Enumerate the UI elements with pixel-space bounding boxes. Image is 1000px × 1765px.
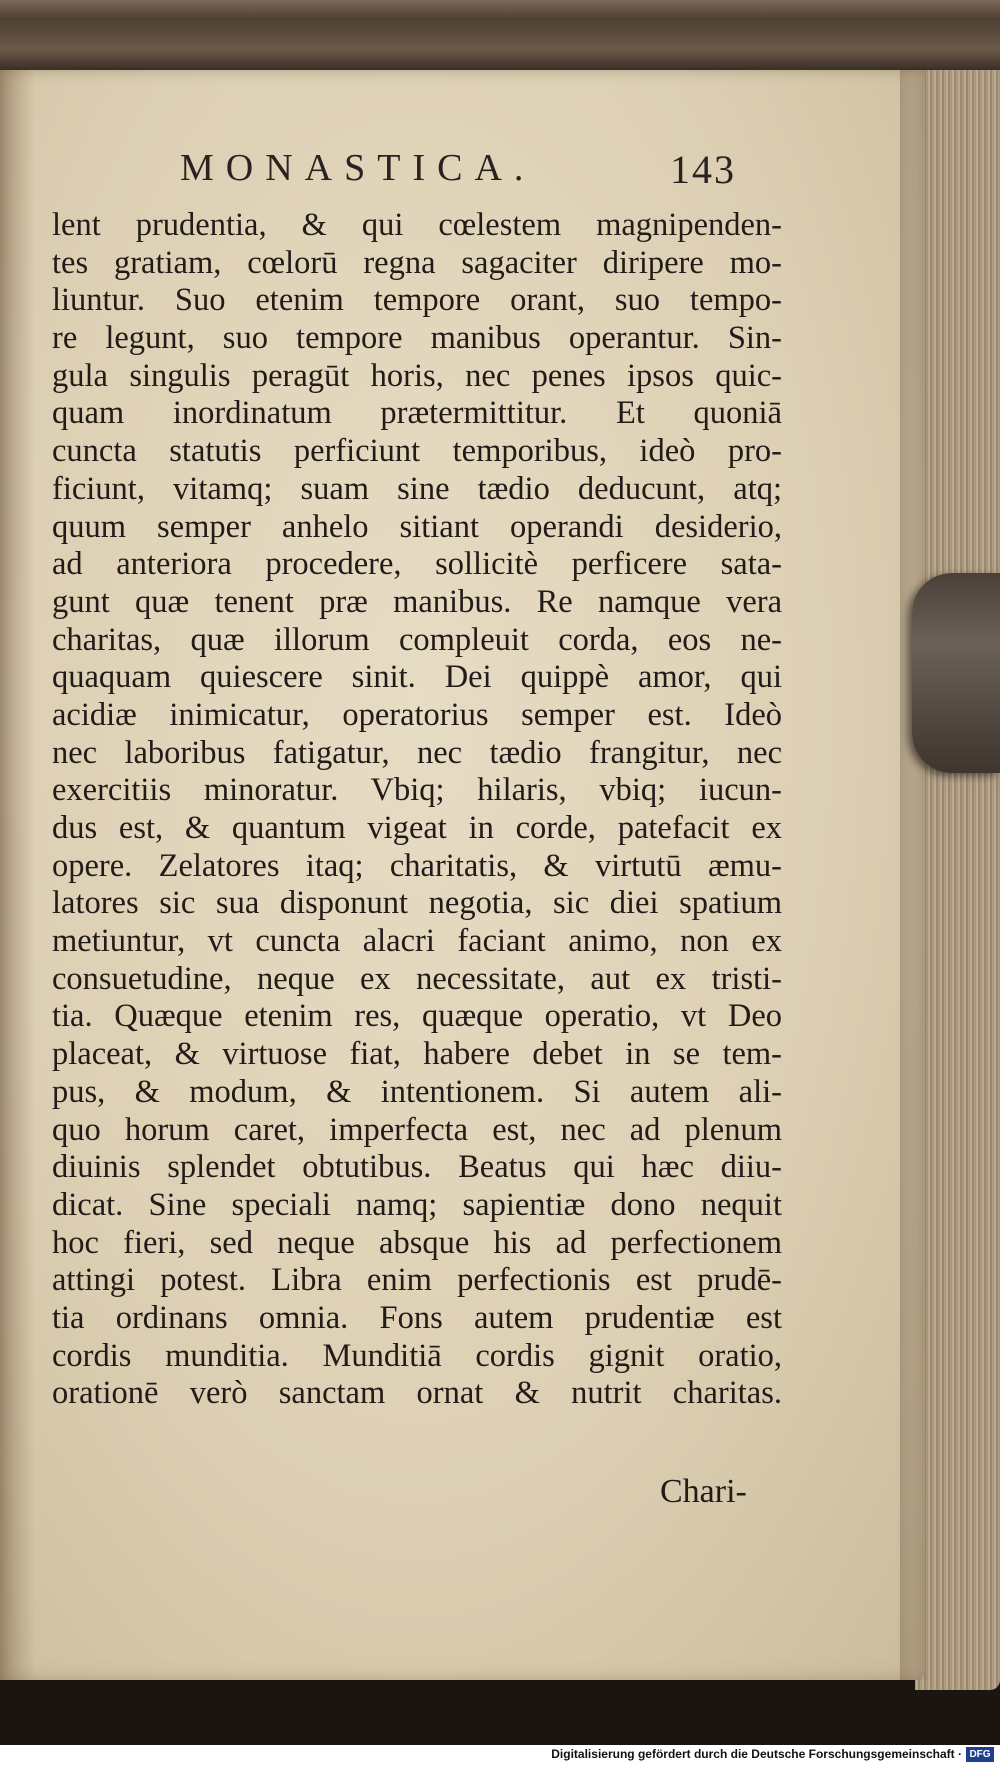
text-line: quaquam quiescere sinit. Dei quippè amor, qui — [52, 659, 782, 696]
text-line: tes gratiam, cœlorū regna sagaciter diripere mo- — [52, 244, 782, 281]
text-line: quo horum caret, imperfecta est, nec ad plenum — [52, 1111, 782, 1148]
text-line: charitas, quæ illorum compleuit corda, eos ne- — [52, 621, 782, 658]
text-line: orationē verò sanctam ornat & nutrit charitas. — [52, 1375, 782, 1412]
text-line: cuncta statutis perficiunt temporibus, ideò pro- — [52, 433, 782, 470]
digitization-credit: Digitalisierung gefördert durch die Deutsche Forschungsgemeinschaft · — [551, 1747, 962, 1761]
page-gutter-shadow — [0, 60, 35, 1680]
text-line: quum semper anhelo sitiant operandi desiderio, — [52, 508, 782, 545]
text-line: attingi potest. Libra enim perfectionis est prudē- — [52, 1262, 782, 1299]
text-line: ad anteriora procedere, sollicitè perficere sata- — [52, 546, 782, 583]
text-line: cordis munditia. Munditiā cordis gignit oratio, — [52, 1337, 782, 1374]
running-title: MONASTICA. — [180, 147, 536, 189]
text-line: lent prudentia, & qui cœlestem magnipenden- — [52, 207, 782, 243]
text-line: gunt quæ tenent præ manibus. Re namque vera — [52, 583, 782, 620]
text-line: nec laboribus fatigatur, nec tædio frangitur, nec — [52, 734, 782, 771]
text-line: opere. Zelatores itaq; charitatis, & virtutū æmu- — [52, 847, 782, 884]
text-line: tia. Quæque etenim res, quæque operatio, vt Deo — [52, 998, 782, 1035]
text-line: dicat. Sine speciali namq; sapientiæ dono nequit — [52, 1186, 782, 1223]
text-line: hoc fieri, sed neque absque his ad perfectionem — [52, 1224, 782, 1261]
text-line: metiuntur, vt cuncta alacri faciant animo, non ex — [52, 923, 782, 960]
text-line: re legunt, suo tempore manibus operantur. Sin- — [52, 320, 782, 357]
book-clasp — [912, 573, 1000, 773]
dfg-logo: DFG — [966, 1747, 994, 1762]
catchword: Chari- — [660, 1473, 747, 1510]
text-line: ficiunt, vitamq; suam sine tædio deducunt, atq; — [52, 470, 782, 507]
text-line: exercitiis minoratur. Vbiq; hilaris, vbiq; iucun- — [52, 772, 782, 809]
text-line: dus est, & quantum vigeat in corde, patefacit ex — [52, 810, 782, 846]
text-line: tia ordinans omnia. Fons autem prudentiæ est — [52, 1299, 782, 1336]
page-number: 143 — [670, 147, 736, 192]
running-head — [180, 146, 770, 196]
text-line: pus, & modum, & intentionem. Si autem ali- — [52, 1073, 782, 1110]
text-line: acidiæ inimicatur, operatorius semper est. Ideò — [52, 696, 782, 733]
text-line: quam inordinatum prætermittitur. Et quoniā — [52, 395, 782, 432]
text-line: consuetudine, neque ex necessitate, aut ex tristi- — [52, 960, 782, 997]
text-line: diuinis splendet obtutibus. Beatus qui hæc diiu- — [52, 1149, 782, 1186]
text-line: latores sic sua disponunt negotia, sic diei spatium — [52, 885, 782, 922]
text-line: gula singulis peragūt horis, nec penes ipsos quic- — [52, 357, 782, 394]
page-edge-shadow — [900, 40, 930, 1680]
text-line: liuntur. Suo etenim tempore orant, suo tempo- — [52, 282, 782, 319]
scan-top-edge — [0, 0, 1000, 20]
body-text — [52, 207, 782, 1413]
text-line: placeat, & virtuose fiat, habere debet in se tem- — [52, 1036, 782, 1073]
